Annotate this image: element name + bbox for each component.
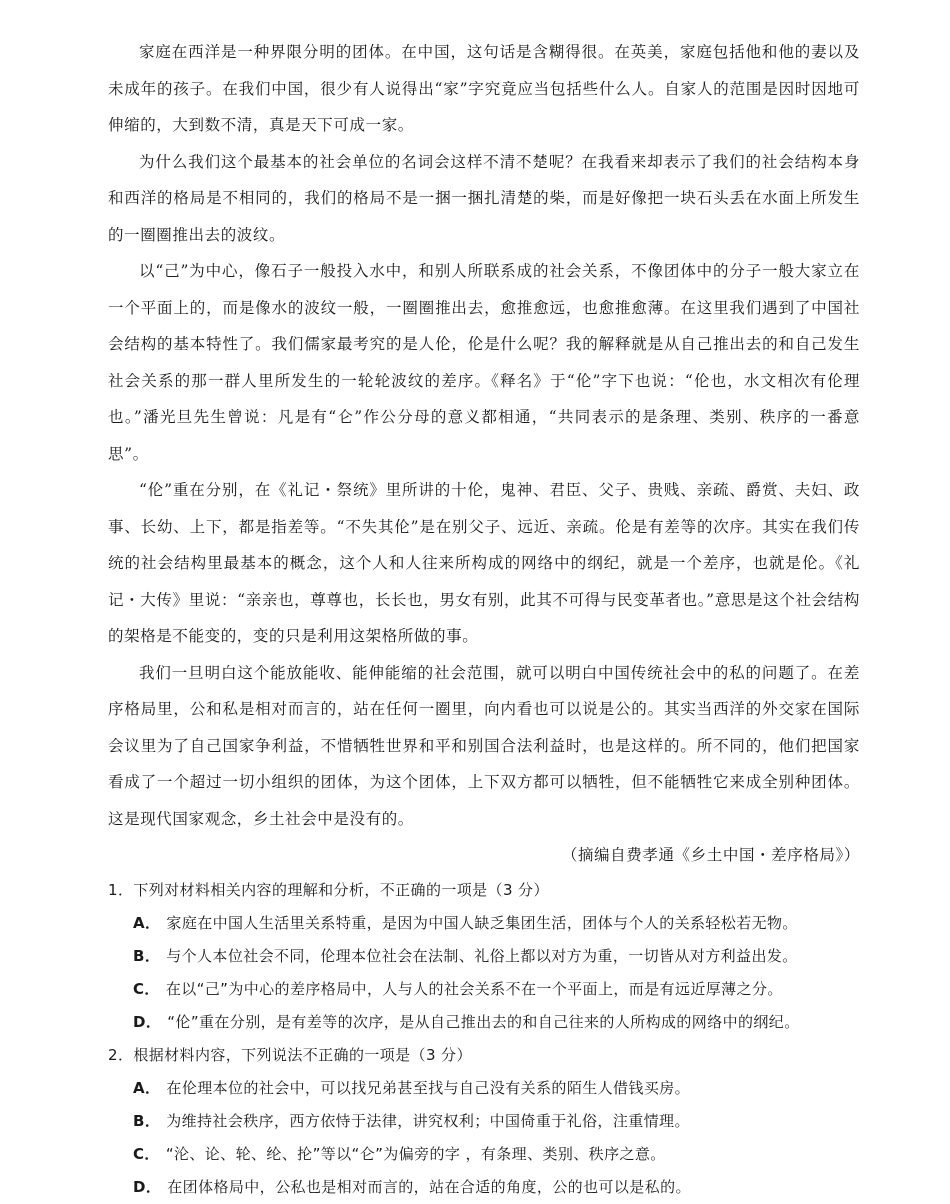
question-stem: 2．根据材料内容，下列说法不正确的一项是（3 分） bbox=[108, 1045, 472, 1064]
option-letter: D． bbox=[133, 1012, 162, 1031]
option-b bbox=[108, 940, 860, 973]
option-c bbox=[108, 1138, 860, 1171]
option-text: 为维持社会秩序，西方依恃于法律，讲究权利；中国倚重于礼俗，注重情理。 bbox=[166, 1111, 690, 1130]
passage-paragraph-5: 我们一旦明白这个能放能收、能伸能缩的社会范围，就可以明白中国传统社会中的私的问题了。在差序格局里，公和私是相对而言的，站在任何一圈里，向内看也可以说是公的。其实当西洋的外交家在国际会议里为了自己国家争利益，不惜牺牲世界和平和别国合法利益时，也是这样的。所不同的，他们把国家看成了一个超过一切小组织的团体，为这个团体，上下双方都可以牺牲，但不能牺牲它来成全别种团体。这是现代国家观念，乡土社会中是没有的。 bbox=[108, 663, 860, 828]
option-text: 在伦理本位的社会中，可以找兄弟甚至找与自己没有关系的陌生人借钱买房。 bbox=[166, 1078, 691, 1097]
option-letter: B． bbox=[133, 1111, 161, 1130]
option-letter: C． bbox=[133, 1144, 160, 1163]
option-d bbox=[108, 1171, 860, 1204]
reading-passage bbox=[108, 34, 860, 874]
passage-paragraph-4: “伦”重在分别，在《礼记・祭统》里所讲的十伦，鬼神、君臣、父子、贵贱、亲疏、爵赏、夫妇、政事、长幼、上下，都是指差等。“不失其伦”是在别父子、远近、亲疏。伦是有差等的次序。其实在我们传统的社会结构里最基本的概念，这个人和人往来所构成的网络中的纲纪，就是一个差序，也就是伦。《礼记・大传》里说：“亲亲也，尊尊也，长长也，男女有别，此其不可得与民变革者也。”意思是这个社会结构的架格是不能变的，变的只是利用这架格所做的事。 bbox=[108, 481, 860, 645]
option-text: “伦”重在分别，是有差等的次序，是从自己推出去的和自己往来的人所构成的网络中的纲纪。 bbox=[167, 1012, 800, 1031]
option-text: 与个人本位社会不同，伦理本位社会在法制、礼俗上都以对方为重，一切皆从对方利益出发。 bbox=[166, 946, 798, 965]
option-text: 家庭在中国人生活里关系特重，是因为中国人缺乏集团生活，团体与个人的关系轻松若无物。 bbox=[166, 913, 798, 932]
option-text: 在团体格局中，公私也是相对而言的，站在合适的角度，公的也可以是私的。 bbox=[167, 1177, 691, 1196]
option-text: “沦、论、轮、纶、抡”等以“仑”为偏旁的字 ，有条理、类别、秩序之意。 bbox=[165, 1144, 666, 1163]
question-1 bbox=[108, 874, 860, 1039]
question-2 bbox=[108, 1039, 860, 1204]
passage-paragraph-1: 家庭在西洋是一种界限分明的团体。在中国，这句话是含糊得很。在英美，家庭包括他和他的妻以及未成年的孩子。在我们中国，很少有人说得出“家”字究竟应当包括些什么人。自家人的范围是因时因地可伸缩的，大到数不清，真是天下可成一家。 bbox=[108, 43, 860, 134]
option-letter: D． bbox=[133, 1177, 162, 1196]
option-d bbox=[108, 1006, 860, 1039]
question-stem: 1．下列对材料相关内容的理解和分析，不正确的一项是（3 分） bbox=[108, 880, 549, 899]
option-a bbox=[108, 907, 860, 940]
option-letter: C． bbox=[133, 979, 160, 998]
option-c bbox=[108, 973, 860, 1006]
option-text: 在以“己”为中心的差序格局中，人与人的社会关系不在一个平面上，而是有远近厚薄之分。 bbox=[165, 979, 783, 998]
passage-paragraph-2: 为什么我们这个最基本的社会单位的名词会这样不清不楚呢？在我看来却表示了我们的社会结构本身和西洋的格局是不相同的，我们的格局不是一捆一捆扎清楚的柴，而是好像把一块石头丢在水面上所发生的一圈圈推出去的波纹。 bbox=[108, 152, 860, 244]
option-letter: B． bbox=[133, 946, 161, 965]
option-letter: A． bbox=[133, 913, 161, 932]
option-a bbox=[108, 1072, 860, 1105]
passage-source: （摘编自费孝通《乡土中国・差序格局》） bbox=[561, 846, 860, 864]
option-letter: A． bbox=[133, 1078, 161, 1097]
option-b bbox=[108, 1105, 860, 1138]
passage-paragraph-3: 以“己”为中心，像石子一般投入水中，和别人所联系成的社会关系，不像团体中的分子一般大家立在一个平面上的，而是像水的波纹一般，一圈圈推出去，愈推愈远，也愈推愈薄。在这里我们遇到了中国社会结构的基本特性了。我们儒家最考究的是人伦，伦是什么呢？我的解释就是从自己推出去的和自己发生社会关系的那一群人里所发生的一轮轮波纹的差序。《释名》于“伦”字下也说：“伦也，水文相次有伦理也。”潘光旦先生曾说：凡是有“仑”作公分母的意义都相通，“共同表示的是条理、类别、秩序的一番意思”。 bbox=[108, 262, 860, 463]
